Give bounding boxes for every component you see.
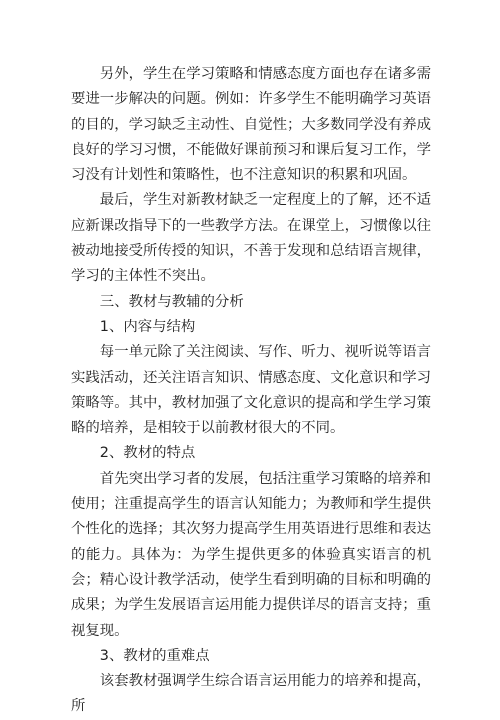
paragraph-content-structure: 每一单元除了关注阅读、写作、听力、视听说等语言实践活动，还关注语言知识、情感态度、文化意识和学习策略等。其中，教材加强了文化意识的提高和学生学习策略的培养，是相较于以前教材很大的不同。 <box>71 344 431 437</box>
paragraph-textbook-features: 首先突出学习者的发展，包括注重学习策略的培养和使用；注重提高学生的语言认知能力；为教师和学生提供个性化的选择；其次努力提高学生用英语进行思维和表达的能力。具体为：为学生提供更多的体验真实语言的机会；精心设计教学活动，使学生看到明确的目标和明确的成果；为学生发展语言运用能力提供详尽的语言支持；重视复现。 <box>71 470 431 639</box>
paragraph-learning-strategy-issues: 另外，学生在学习策略和情感态度方面也存在诸多需要进一步解决的问题。例如：许多学生不能明确学习英语的目的，学习缺乏主动性、自觉性；大多数同学没有养成良好的学习习惯，不能做好课前预习和课后复习工作，学习没有计划性和策略性，也不注意知识的积累和巩固。 <box>71 66 431 184</box>
paragraph-new-textbook-issues: 最后，学生对新教材缺乏一定程度上的了解，还不适应新课改指导下的一些教学方法。在课堂上，习惯像以往被动地接受所传授的知识，不善于发现和总结语言规律，学习的主体性不突出。 <box>71 192 431 285</box>
document-page <box>71 62 431 720</box>
subheading-key-difficult-points: 3、教材的重难点 <box>99 647 210 664</box>
section-heading-textbook-analysis: 三、教材与教辅的分析 <box>99 293 244 310</box>
subheading-content-structure: 1、内容与结构 <box>99 318 196 335</box>
subheading-textbook-features: 2、教材的特点 <box>99 445 196 462</box>
paragraph-key-difficult-points: 该套教材强调学生综合语言运用能力的培养和提高，所 <box>71 673 431 715</box>
